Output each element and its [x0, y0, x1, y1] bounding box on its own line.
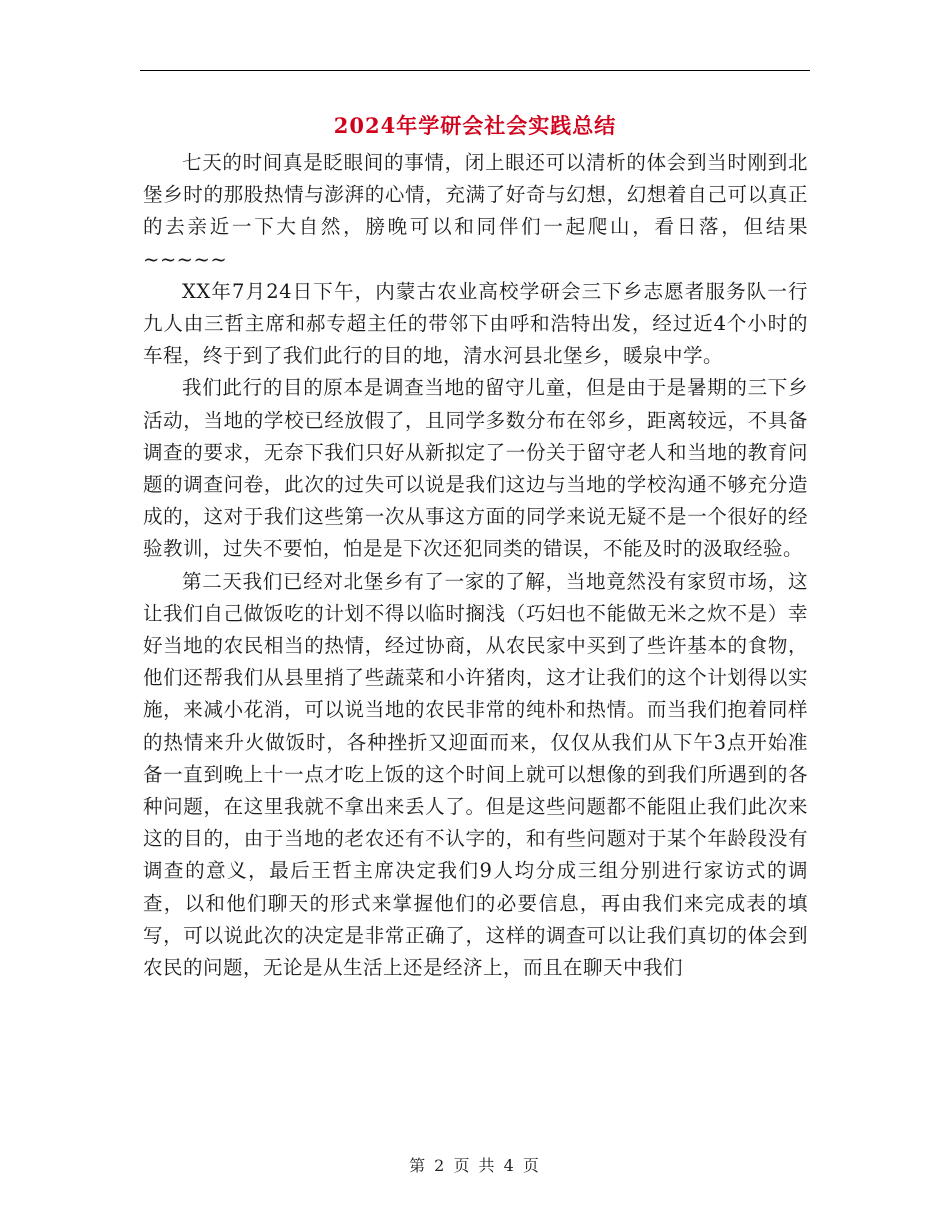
paragraph: XX年7月24日下午，内蒙古农业高校学研会三下乡志愿者服务队一行九人由三哲主席和郝专超主任的带邻下由呼和浩特出发，经过近4个小时的车程，终于到了我们此行的目的地，清水河县北堡乡，暖泉中学。: [143, 279, 808, 368]
paragraph: 七天的时间真是眨眼间的事情，闭上眼还可以清析的体会到当时刚到北堡乡时的那股热情与澎湃的心情，充满了好奇与幻想，幻想着自己可以真正的去亲近一下大自然，膀晚可以和同伴们一起爬山，看日落，但结果~~~~~: [143, 151, 808, 271]
document-body: [143, 147, 808, 984]
header-rule: [140, 70, 810, 71]
document-title: 2024年学研会社会实践总结: [333, 113, 617, 138]
page-number: 第 2 页 共 4 页: [409, 1156, 541, 1175]
paragraph: 我们此行的目的原本是调查当地的留守儿童，但是由于是暑期的三下乡活动，当地的学校已经放假了，且同学多数分布在邻乡，距离较远，不具备调查的要求，无奈下我们只好从新拟定了一份关于留守老人和当地的教育问题的调查问卷，此次的过失可以说是我们这边与当地的学校沟通不够充分造成的，这对于我们这些第一次从事这方面的同学来说无疑不是一个很好的经验教训，过失不要怕，怕是是下次还犯同类的错误，不能及时的汲取经验。: [143, 376, 808, 561]
paragraph: 第二天我们已经对北堡乡有了一家的了解，当地竟然没有家贸市场，这让我们自己做饭吃的计划不得以临时搁浅（巧妇也不能做无米之炊不是）幸好当地的农民相当的热情，经过协商，从农民家中买到了些许基本的食物，他们还帮我们从县里捎了些蔬菜和小许猪肉，这才让我们的这个计划得以实施，来减小花消，可以说当地的农民非常的纯朴和热情。而当我们抱着同样的热情来升火做饭时，各种挫折又迎面而来，仅仅从我们从下午3点开始准备一直到晚上十一点才吃上饭的这个时间上就可以想像的到我们所遇到的各种问题，在这里我就不拿出来丢人了。但是这些问题都不能阻止我们此次来这的目的，由于当地的老农还有不认字的，和有些问题对于某个年龄段没有调查的意义，最后王哲主席决定我们9人均分成三组分别进行家访式的调查，以和他们聊天的形式来掌握他们的必要信息，再由我们来完成表的填写，可以说此次的决定是非常正确了，这样的调查可以让我们真切的体会到农民的问题，无论是从生活上还是经济上，而且在聊天中我们: [143, 569, 808, 980]
page-footer: [0, 1153, 950, 1176]
